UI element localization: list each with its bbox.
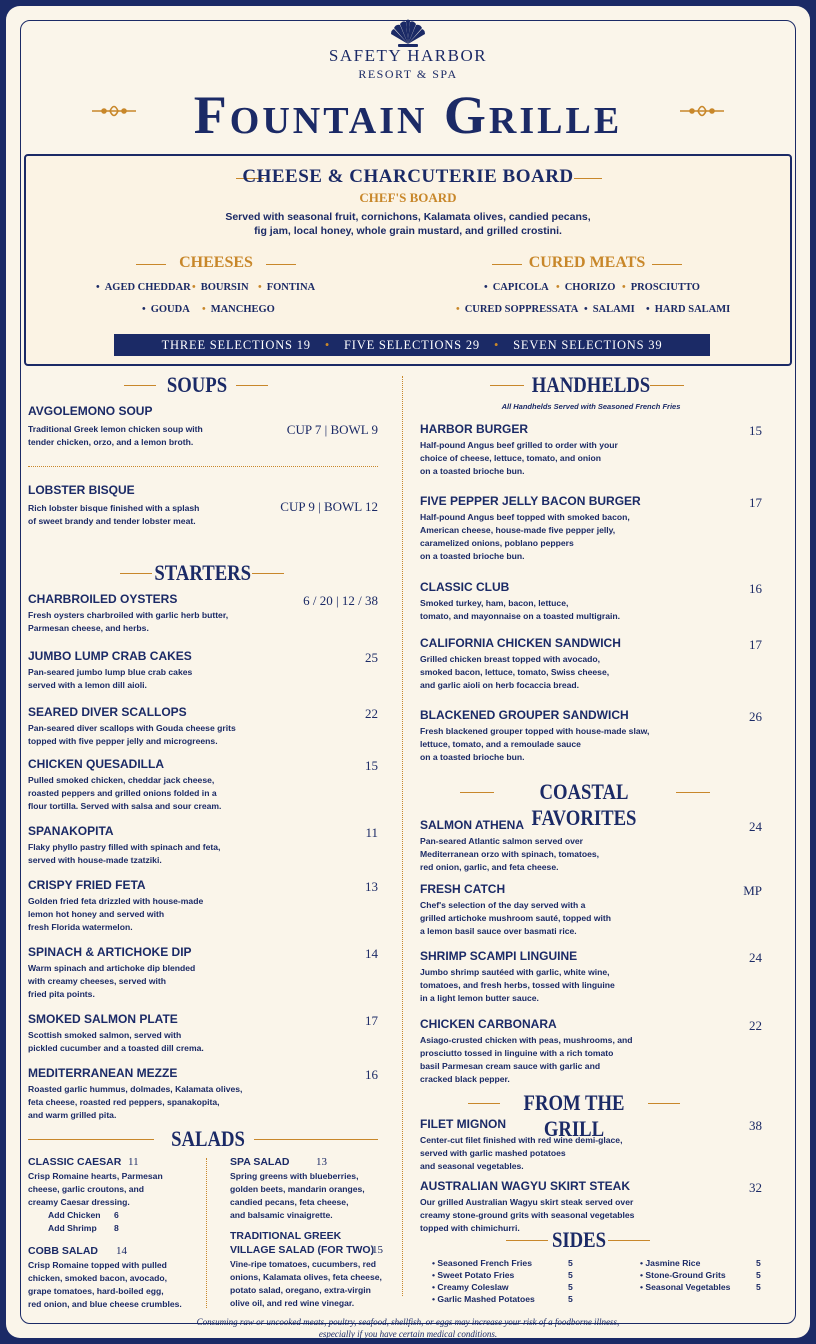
salad-price: 13 bbox=[316, 1156, 327, 1168]
starter-price: 16 bbox=[365, 1067, 378, 1082]
coastal-desc-line: in a light lemon butter sauce. bbox=[420, 993, 539, 1003]
coastal-desc-line: Pan-seared Atlantic salmon served over bbox=[420, 836, 584, 846]
starter-price: 15 bbox=[365, 758, 378, 773]
handheld-desc-line: caramelized onions, poblano peppers bbox=[420, 538, 574, 548]
salad-name: COBB SALAD bbox=[28, 1245, 98, 1257]
side-name: Stone-Ground Grits bbox=[645, 1270, 726, 1280]
starter-desc-line: roasted peppers and grilled onions folded in a bbox=[28, 788, 217, 798]
side-name: Jasmine Rice bbox=[645, 1258, 701, 1268]
swash-line bbox=[490, 385, 524, 386]
addon-price: 6 bbox=[114, 1210, 119, 1220]
side-item bbox=[432, 1270, 514, 1280]
swash-line bbox=[28, 1139, 154, 1140]
starter-desc-line: Flaky phyllo pastry filled with spinach and feta, bbox=[28, 842, 221, 852]
soup-price: CUP 7 | BOWL 9 bbox=[286, 422, 378, 437]
salad-price: 11 bbox=[128, 1156, 139, 1168]
side-item bbox=[640, 1258, 700, 1268]
salads-heading: SALADS bbox=[171, 1126, 245, 1151]
starter-desc-line: flour tortilla. Served with salsa and sour cream. bbox=[28, 801, 222, 811]
starter-desc-line: pickled cucumber and a toasted dill crema. bbox=[28, 1043, 204, 1053]
salad-name: SPA SALAD bbox=[230, 1156, 290, 1168]
grill-desc-line: Our grilled Australian Wagyu skirt steak served over bbox=[420, 1197, 634, 1207]
handheld-name: BLACKENED GROUPER SANDWICH bbox=[420, 708, 629, 722]
starter-price: 6 / 20 | 12 / 38 bbox=[303, 593, 378, 608]
starter-desc-line: served with a lemon dill aioli. bbox=[28, 680, 147, 690]
handheld-desc-line: Smoked turkey, ham, bacon, lettuce, bbox=[420, 598, 569, 608]
coastal-name: SALMON ATHENA bbox=[420, 818, 524, 832]
swash-line bbox=[236, 385, 268, 386]
handheld-desc bbox=[420, 597, 670, 623]
bullet-icon: • bbox=[432, 1282, 438, 1292]
menu-page bbox=[6, 6, 810, 1338]
starter-name: CRISPY FRIED FETA bbox=[28, 878, 146, 892]
handheld-desc bbox=[420, 725, 670, 764]
handheld-desc-line: smoked bacon, lettuce, tomato, Swiss cheese, bbox=[420, 667, 610, 677]
side-name: Garlic Mashed Potatoes bbox=[437, 1294, 535, 1304]
board-heading: CHEESE & CHARCUTERIE BOARD bbox=[242, 166, 574, 187]
salad-desc: Crisp Romaine topped with pulled chicken, smoked bacon, avocado, grape tomatoes, hard-boiled egg, red onion, and blue cheese crumbles. bbox=[28, 1260, 182, 1309]
coastal-desc-line: Mediterranean orzo with spinach, tomatoes, bbox=[420, 849, 600, 859]
salad-desc: Vine-ripe tomatoes, cucumbers, red onions, Kalamata olives, feta cheese, potato salad, oregano, extra-virgin olive oil, and red wine vinegar. bbox=[230, 1259, 382, 1308]
side-item bbox=[432, 1294, 535, 1304]
bullet-icon: • bbox=[432, 1270, 438, 1280]
side-price: 5 bbox=[756, 1270, 761, 1280]
starter-desc-line: Golden fried feta drizzled with house-made bbox=[28, 896, 204, 906]
salad-name: TRADITIONAL GREEK bbox=[230, 1230, 342, 1242]
swash-line bbox=[468, 1103, 500, 1104]
selection-price: THREE SELECTIONS 19 bbox=[161, 337, 311, 352]
coastal-price: 22 bbox=[749, 1018, 762, 1033]
handheld-name: CALIFORNIA CHICKEN SANDWICH bbox=[420, 636, 621, 650]
salad-desc: Crisp Romaine hearts, Parmesan cheese, garlic croutons, and creamy Caesar dressing. bbox=[28, 1171, 163, 1207]
swash-line bbox=[252, 573, 284, 574]
grill-name: FILET MIGNON bbox=[420, 1117, 506, 1131]
handheld-desc-line: Grilled chicken breast topped with avocado, bbox=[420, 654, 601, 664]
board-description-line: Served with seasonal fruit, cornichons, Kalamata olives, candied pecans, bbox=[225, 211, 591, 223]
coastal-desc-line: a lemon basil sauce over basmati rice. bbox=[420, 926, 577, 936]
swash-line bbox=[608, 1240, 650, 1241]
side-name: Seasonal Vegetables bbox=[645, 1282, 731, 1292]
soups-heading: SOUPS bbox=[166, 372, 228, 397]
starter-desc-line: Pan-seared jumbo lump blue crab cakes bbox=[28, 667, 193, 677]
coastal-price: MP bbox=[743, 883, 762, 898]
starter-desc-line: and warm grilled pita. bbox=[28, 1110, 117, 1120]
salad-price: 14 bbox=[116, 1245, 127, 1257]
cheese-item: • BOURSIN bbox=[192, 282, 249, 293]
bullet-icon: • bbox=[640, 1270, 646, 1280]
dot-separator: • bbox=[493, 337, 500, 352]
handheld-name: HARBOR BURGER bbox=[420, 422, 528, 436]
coastal-desc-line: Jumbo shrimp sautéed with garlic, white wine, bbox=[420, 967, 610, 977]
handheld-desc-line: Half-pound Angus beef grilled to order with your bbox=[420, 440, 618, 450]
starter-desc bbox=[28, 774, 298, 813]
handheld-desc-line: Half-pound Angus beef topped with smoked bacon, bbox=[420, 512, 630, 522]
starter-name: CHICKEN QUESADILLA bbox=[28, 757, 165, 771]
starter-desc-line: Pulled smoked chicken, cheddar jack cheese, bbox=[28, 775, 215, 785]
cured-meats-heading: CURED MEATS bbox=[528, 254, 646, 271]
handheld-desc-line: tomato, and mayonnaise on a toasted multigrain. bbox=[420, 611, 621, 621]
side-name: Sweet Potato Fries bbox=[437, 1270, 515, 1280]
starter-desc-line: Fresh oysters charbroiled with garlic herb butter, bbox=[28, 610, 229, 620]
starter-desc-line: served with house-made tzatziki. bbox=[28, 855, 162, 865]
handheld-desc-line: lettuce, tomato, and a remoulade sauce bbox=[420, 739, 581, 749]
starters-heading: STARTERS bbox=[154, 560, 252, 585]
selection-price: FIVE SELECTIONS 29 bbox=[344, 337, 480, 352]
salad-name: VILLAGE SALAD (FOR TWO) bbox=[230, 1244, 375, 1256]
side-price: 5 bbox=[568, 1294, 573, 1304]
food-safety-disclaimer bbox=[6, 1316, 810, 1338]
side-item bbox=[432, 1282, 509, 1292]
side-item bbox=[432, 1258, 532, 1268]
bullet-icon: • bbox=[432, 1258, 438, 1268]
salad-name: CLASSIC CAESAR bbox=[28, 1156, 122, 1168]
handheld-desc-line: American cheese, house-made five pepper jelly, bbox=[420, 525, 616, 535]
swash-line bbox=[648, 1103, 680, 1104]
board-subheading: CHEF'S BOARD bbox=[359, 190, 457, 205]
salad-price: 15 bbox=[372, 1244, 383, 1256]
cheeses-heading: CHEESES bbox=[179, 254, 253, 271]
grill-desc-line: Center-cut filet finished with red wine demi-glace, bbox=[420, 1135, 623, 1145]
starter-name: CHARBROILED OYSTERS bbox=[28, 592, 178, 606]
meat-item: • CURED SOPPRESSATA bbox=[456, 304, 579, 315]
swash-line bbox=[136, 264, 166, 265]
starter-desc-line: with creamy cheeses, served with bbox=[28, 976, 167, 986]
swash-line bbox=[120, 573, 152, 574]
starter-desc bbox=[28, 1029, 298, 1055]
starter-desc bbox=[28, 962, 298, 1001]
starter-desc-line: Parmesan cheese, and herbs. bbox=[28, 623, 149, 633]
cheese-item: • GOUDA bbox=[142, 304, 190, 315]
swash-line bbox=[650, 385, 684, 386]
handheld-desc-line: choice of cheese, lettuce, tomato, and onion bbox=[420, 453, 601, 463]
handheld-desc bbox=[420, 511, 670, 563]
coastal-desc bbox=[420, 899, 670, 938]
board-description bbox=[146, 210, 670, 238]
starter-desc-line: lemon hot honey and served with bbox=[28, 909, 165, 919]
starter-price: 22 bbox=[365, 706, 378, 721]
starter-desc-line: Pan-seared diver scallops with Gouda cheese grits bbox=[28, 723, 236, 733]
grill-price: 32 bbox=[749, 1180, 762, 1195]
handheld-desc bbox=[420, 439, 670, 478]
charcuterie-board-box bbox=[24, 154, 792, 366]
starter-price: 17 bbox=[365, 1013, 378, 1028]
side-price: 5 bbox=[568, 1258, 573, 1268]
soup-price: CUP 9 | BOWL 12 bbox=[280, 499, 378, 514]
section-divider bbox=[28, 466, 378, 467]
swash-line bbox=[460, 792, 494, 793]
meat-item: • CHORIZO bbox=[556, 282, 616, 293]
side-name: Seasoned French Fries bbox=[437, 1258, 532, 1268]
handheld-price: 17 bbox=[749, 637, 762, 652]
handhelds-note: All Handhelds Served with Seasoned French Fries bbox=[501, 402, 681, 411]
side-price: 5 bbox=[756, 1282, 761, 1292]
selections-bar bbox=[114, 334, 710, 356]
handheld-price: 15 bbox=[749, 423, 762, 438]
coastal-desc bbox=[420, 966, 670, 1005]
addon-label: Add Chicken bbox=[48, 1210, 101, 1220]
starter-name: SEARED DIVER SCALLOPS bbox=[28, 705, 187, 719]
handheld-desc bbox=[420, 653, 670, 692]
grill-desc-line: and seasonal vegetables. bbox=[420, 1161, 524, 1171]
soup-desc: Traditional Greek lemon chicken soup with tender chicken, orzo, and a lemon broth. bbox=[28, 424, 203, 447]
starter-price: 25 bbox=[365, 650, 378, 665]
starter-price: 11 bbox=[365, 825, 378, 840]
column-divider bbox=[402, 376, 403, 1296]
grill-desc-line: topped with chimichurri. bbox=[420, 1223, 520, 1233]
grill-price: 38 bbox=[749, 1118, 762, 1133]
starter-desc-line: topped with five pepper jelly and microgreens. bbox=[28, 736, 218, 746]
handheld-name: FIVE PEPPER JELLY BACON BURGER bbox=[420, 494, 641, 508]
meat-item: • HARD SALAMI bbox=[646, 304, 731, 315]
starter-desc-line: Roasted garlic hummus, dolmades, Kalamata olives, bbox=[28, 1084, 243, 1094]
bullet-icon: • bbox=[640, 1282, 646, 1292]
grill-desc-line: served with garlic mashed potatoes bbox=[420, 1148, 566, 1158]
starter-desc-line: fried pita points. bbox=[28, 989, 95, 999]
swash-line bbox=[266, 264, 296, 265]
handhelds-heading: HANDHELDS bbox=[531, 372, 651, 397]
handheld-desc-line: and garlic aioli on herb focaccia bread. bbox=[420, 680, 580, 690]
starter-name: SMOKED SALMON PLATE bbox=[28, 1012, 178, 1026]
from-the-grill-heading: FROM THE GRILL bbox=[523, 1090, 625, 1141]
coastal-name: SHRIMP SCAMPI LINGUINE bbox=[420, 949, 578, 963]
coastal-desc bbox=[420, 835, 670, 874]
side-name: Creamy Coleslaw bbox=[437, 1282, 509, 1292]
side-item bbox=[640, 1270, 726, 1280]
coastal-desc-line: prosciutto tossed in linguine with a rich tomato bbox=[420, 1048, 614, 1058]
sides-heading: SIDES bbox=[551, 1227, 607, 1252]
starter-desc bbox=[28, 722, 298, 748]
swash-line bbox=[254, 1139, 378, 1140]
fan-shell-icon bbox=[384, 16, 432, 48]
soup-desc: Rich lobster bisque finished with a splash of sweet brandy and tender lobster meat. bbox=[28, 503, 200, 526]
disclaimer-line: especially if you have certain medical conditions. bbox=[318, 1329, 498, 1338]
starter-name: MEDITERRANEAN MEZZE bbox=[28, 1066, 178, 1080]
coastal-desc-line: Asiago-crusted chicken with peas, mushrooms, and bbox=[420, 1035, 633, 1045]
handheld-desc-line: on a toasted brioche bun. bbox=[420, 466, 525, 476]
starter-desc bbox=[28, 609, 298, 635]
starter-desc bbox=[28, 841, 298, 867]
soup-name: LOBSTER BISQUE bbox=[28, 483, 135, 497]
meat-item: • SALAMI bbox=[584, 304, 635, 315]
cheese-item: • AGED CHEDDAR bbox=[96, 282, 191, 293]
starter-desc bbox=[28, 895, 298, 934]
handheld-price: 16 bbox=[749, 581, 762, 596]
swash-line bbox=[124, 385, 156, 386]
coastal-favorites-heading: COASTAL FAVORITES bbox=[531, 779, 637, 830]
coastal-name: FRESH CATCH bbox=[420, 882, 506, 896]
side-price: 5 bbox=[756, 1258, 761, 1268]
disclaimer-line: Consuming raw or uncooked meats, poultry, seafood, shellfish, or eggs may increase your risk of a foodborne illness, bbox=[196, 1317, 620, 1327]
coastal-desc-line: Chef's selection of the day served with a bbox=[420, 900, 586, 910]
coastal-desc-line: red onion, garlic, and feta cheese. bbox=[420, 862, 559, 872]
bullet-icon: • bbox=[432, 1294, 438, 1304]
grill-desc-line: creamy stone-ground grits with seasonal vegetables bbox=[420, 1210, 635, 1220]
cheese-item: • MANCHEGO bbox=[202, 304, 275, 315]
handheld-desc-line: on a toasted brioche bun. bbox=[420, 752, 525, 762]
starter-price: 13 bbox=[365, 879, 378, 894]
starter-price: 14 bbox=[365, 946, 378, 961]
handheld-desc-line: on a toasted brioche bun. bbox=[420, 551, 525, 561]
coastal-desc-line: tomatoes, and fresh herbs, tossed with linguine bbox=[420, 980, 615, 990]
soup-name: AVGOLEMONO SOUP bbox=[28, 404, 153, 418]
selection-price: SEVEN SELECTIONS 39 bbox=[513, 337, 663, 352]
meat-item: • PROSCIUTTO bbox=[622, 282, 700, 293]
coastal-desc-line: cracked black pepper. bbox=[420, 1074, 510, 1084]
swash-line bbox=[676, 792, 710, 793]
coastal-price: 24 bbox=[749, 950, 762, 965]
addon-label: Add Shrimp bbox=[48, 1223, 97, 1233]
side-price: 5 bbox=[568, 1270, 573, 1280]
coastal-desc bbox=[420, 1034, 670, 1086]
handheld-price: 26 bbox=[749, 709, 762, 724]
brand-name: SAFETY HARBOR bbox=[328, 46, 488, 65]
board-description-line: fig jam, local honey, whole grain mustard, and grilled crostini. bbox=[254, 225, 562, 237]
handheld-price: 17 bbox=[749, 495, 762, 510]
swash-line bbox=[506, 1240, 548, 1241]
handheld-name: CLASSIC CLUB bbox=[420, 580, 510, 594]
grill-name: AUSTRALIAN WAGYU SKIRT STEAK bbox=[420, 1179, 630, 1193]
coastal-price: 24 bbox=[749, 819, 762, 834]
coastal-desc-line: basil Parmesan cream sauce with garlic and bbox=[420, 1061, 601, 1071]
coastal-name: CHICKEN CARBONARA bbox=[420, 1017, 557, 1031]
brand-subtitle: RESORT & SPA bbox=[358, 67, 458, 81]
restaurant-title: Fountain Grille bbox=[193, 85, 623, 145]
side-item bbox=[640, 1282, 730, 1292]
starter-desc-line: fresh Florida watermelon. bbox=[28, 922, 133, 932]
salad-desc: Spring greens with blueberries, golden beets, mandarin oranges, candied pecans, feta cheese, and balsamic vinaigrette. bbox=[230, 1171, 365, 1220]
starter-name: SPANAKOPITA bbox=[28, 824, 114, 838]
dot-separator: • bbox=[324, 337, 331, 352]
addon-price: 8 bbox=[114, 1223, 119, 1233]
starter-desc-line: Scottish smoked salmon, served with bbox=[28, 1030, 182, 1040]
side-price: 5 bbox=[568, 1282, 573, 1292]
starter-name: JUMBO LUMP CRAB CAKES bbox=[28, 649, 192, 663]
starter-desc bbox=[28, 1083, 298, 1122]
starter-desc-line: Warm spinach and artichoke dip blended bbox=[28, 963, 196, 973]
swash-line bbox=[492, 264, 522, 265]
starter-desc bbox=[28, 666, 298, 692]
cheese-item: • FONTINA bbox=[258, 282, 316, 293]
handheld-desc-line: Fresh blackened grouper topped with house-made slaw, bbox=[420, 726, 650, 736]
swash-line bbox=[652, 264, 682, 265]
coastal-desc-line: grilled artichoke mushroom sauté, topped with bbox=[420, 913, 611, 923]
grill-desc bbox=[420, 1134, 680, 1173]
starter-desc-line: feta cheese, roasted red peppers, spanakopita, bbox=[28, 1097, 220, 1107]
meat-item: • CAPICOLA bbox=[484, 282, 549, 293]
bullet-icon: • bbox=[640, 1258, 646, 1268]
starter-name: SPINACH & ARTICHOKE DIP bbox=[28, 945, 192, 959]
